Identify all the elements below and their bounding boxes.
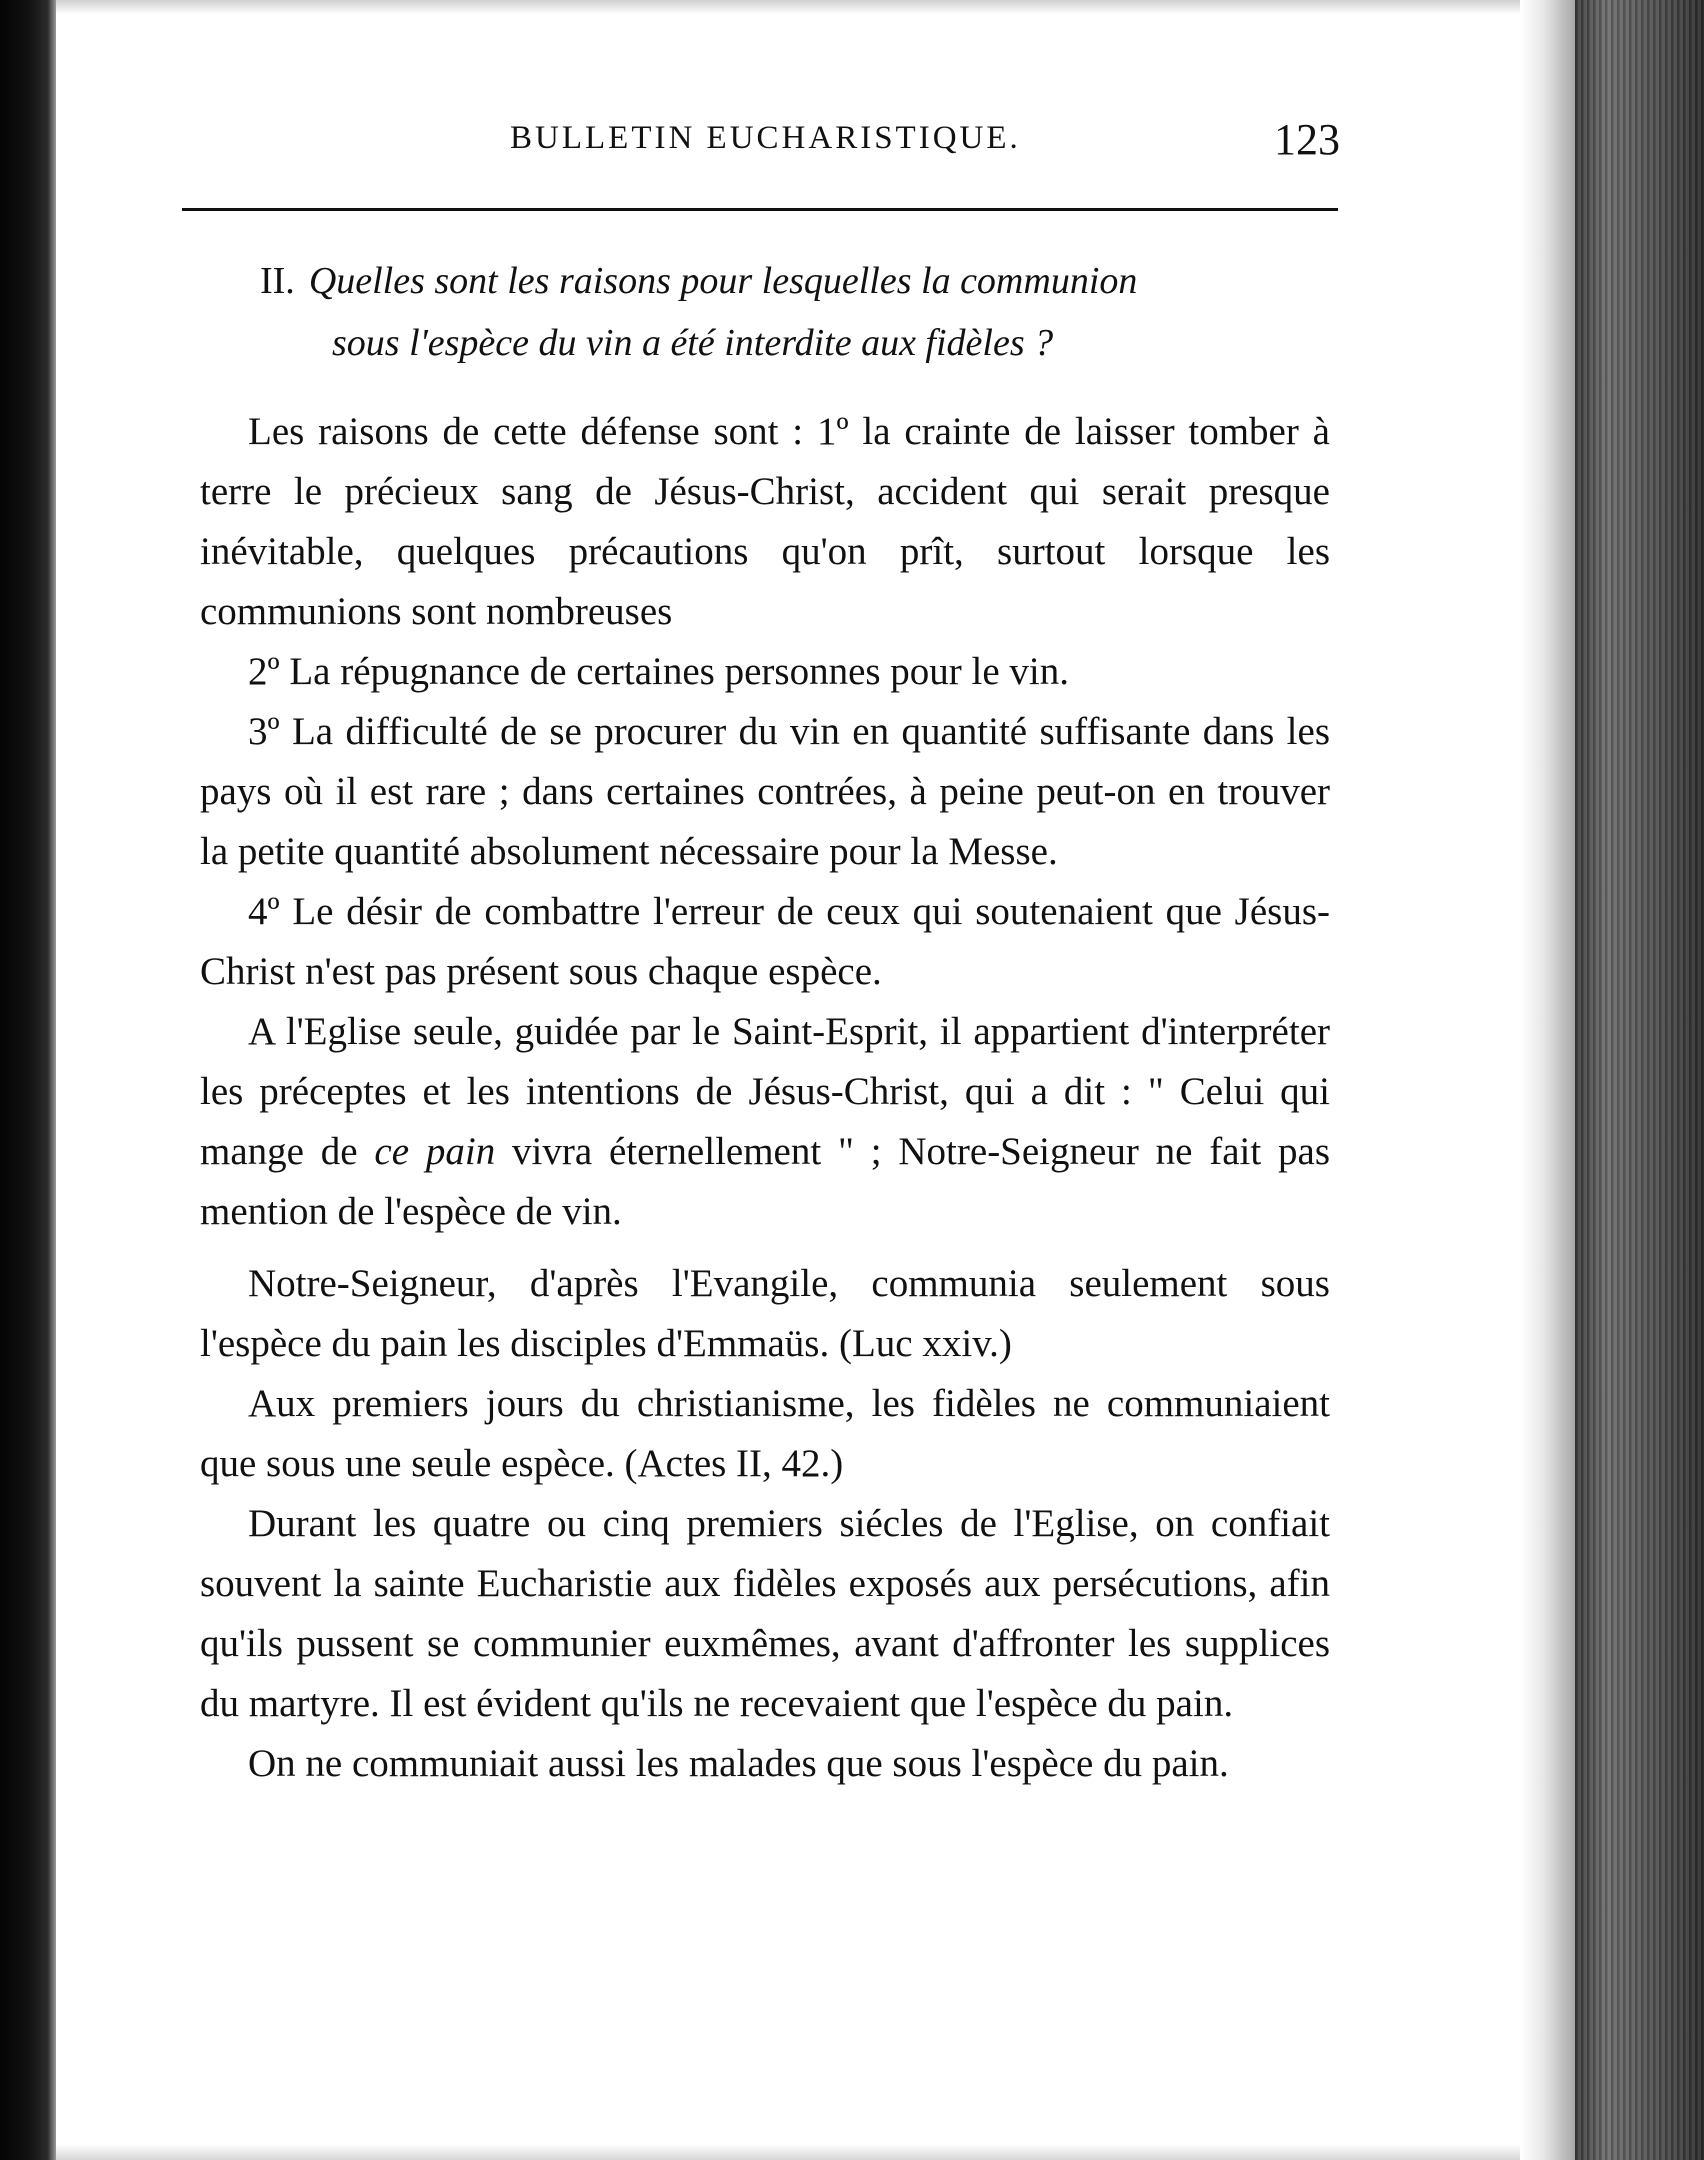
- paragraph-first-days: Aux premiers jours du christianisme, les fidèles ne communiaient que sous une seule espèce. (Actes II, 42.): [200, 1382, 1330, 1485]
- question-line-1: Quelles sont les raisons pour lesquelles la communion: [308, 260, 1138, 302]
- question-heading: [260, 250, 1340, 374]
- paragraph-sick: On ne communiait aussi les malades que sous l'espèce du pain.: [248, 1742, 1229, 1785]
- paragraph-reasons: Les raisons de cette défense sont : 1º la crainte de laisser tomber à terre le précieux sang de Jésus-Christ, accident qui serait presque inévitable, quelques précautions qu'on prît, surtout lorsque les communions sont nombreuses: [200, 410, 1330, 633]
- paragraph-persecutions: Durant les quatre ou cinq premiers siécles de l'Eglise, on confiait souvent la sainte Eucharistie aux fidèles exposés aux persécutions, afin qu'ils pussent se communier euxmêmes, avant d'affronter les supplices du martyre. Il est évident qu'ils ne recevaient que l'espèce du pain.: [200, 1502, 1330, 1725]
- question-line-2: sous l'espèce du vin a été interdite aux fidèles ?: [332, 322, 1054, 364]
- question-number: II.: [260, 260, 295, 302]
- church-text-emphasis: ce pain: [374, 1130, 496, 1173]
- running-head: [180, 115, 1340, 180]
- book-page-edges: [1575, 0, 1704, 2160]
- paragraph-church: [200, 1002, 1330, 1242]
- paragraph-reason-3: 3º La difficulté de se procurer du vin en quantité suffisante dans les pays où il est rare ; dans certaines contrées, à peine peut-on en trouver la petite quantité absolument nécessaire pour la Messe.: [200, 710, 1330, 873]
- book-page: [180, 100, 1340, 2090]
- church-text-after: vivra éternellement " ; Notre-Seigneur ne fait pas mention de l'espèce de vin.: [200, 1130, 1331, 1233]
- page-number: 123: [1274, 115, 1340, 164]
- scan-top-edge: [56, 0, 1586, 14]
- church-text-before: A l'Eglise seule, guidée par le Saint-Esprit, il appartient d'interpréter les préceptes et les intentions de Jésus-Christ, qui a dit : " Celui qui mange de: [200, 1010, 1330, 1173]
- paragraph-reason-4: 4º Le désir de combattre l'erreur de ceux qui soutenaient que Jésus-Christ n'est pas présent sous chaque espèce.: [200, 890, 1330, 993]
- body-text: [200, 390, 1330, 1794]
- paragraph-reason-2: 2º La répugnance de certaines personnes pour le vin.: [248, 650, 1070, 693]
- page-gutter-shadow: [1520, 0, 1580, 2160]
- header-rule: [182, 208, 1338, 211]
- scan-left-edge: [0, 0, 56, 2160]
- running-title: BULLETIN EUCHARISTIQUE.: [510, 120, 1021, 156]
- paragraph-emmaus: Notre-Seigneur, d'après l'Evangile, communia seulement sous l'espèce du pain les disciples d'Emmaüs. (Luc xxiv.): [200, 1262, 1330, 1365]
- scan-bottom-edge: [56, 2144, 1586, 2160]
